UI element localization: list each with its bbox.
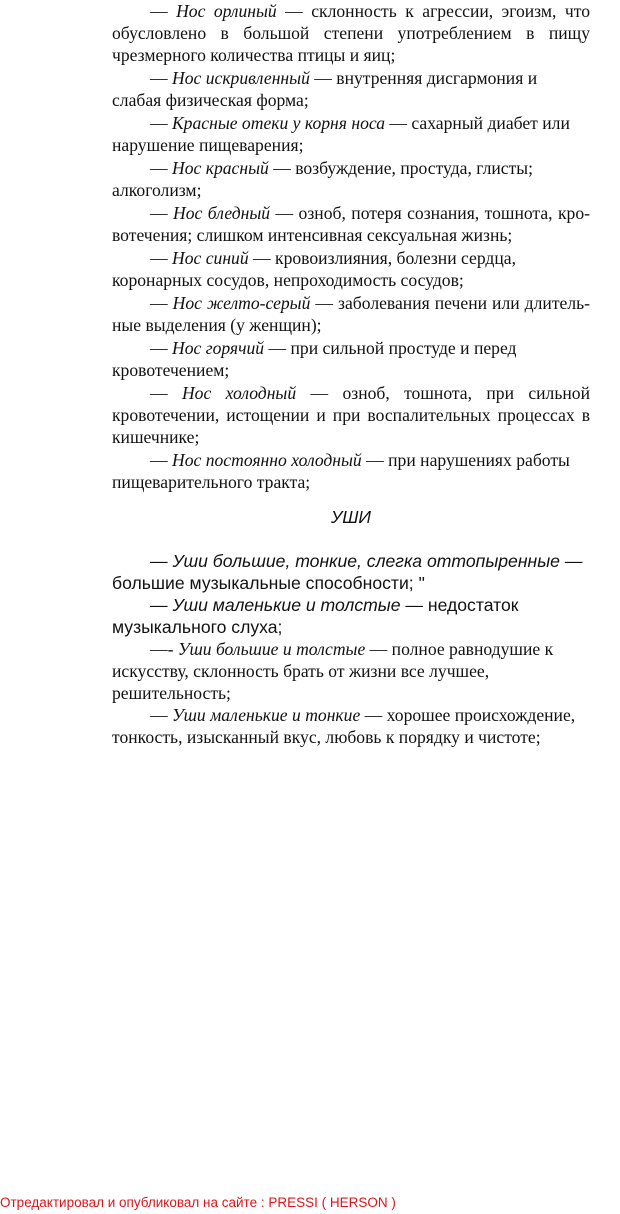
term: Нос искривленный [172, 68, 310, 88]
description: — возбуждение, простуда, глисты; алкоголизм; [112, 158, 534, 200]
dash: — [150, 383, 182, 403]
nose-section [112, 0, 590, 493]
term: Уши маленькие и толстые [172, 595, 401, 615]
description: — озноб, тошнота, при сильной кровотечении, истощении и при воспалительных процессах в кишечнике; [112, 383, 590, 447]
term: Нос постоянно холодный [172, 450, 362, 470]
term: Красные отеки у корня носа [172, 113, 386, 133]
nose-item-cold [112, 382, 590, 448]
ears-item-small-thick [112, 594, 590, 638]
dash: — [150, 203, 174, 223]
term: Уши большие, тонкие, слегка оттопыренные [172, 551, 560, 571]
dash: — [150, 158, 172, 178]
description: — полное равнодушие к искусству, склонность брать от жизни все лучшее, решительность; [112, 639, 554, 703]
nose-item-aquiline [112, 0, 590, 66]
description: — большие музыкальные способности; " [112, 551, 583, 593]
ears-serif-section [112, 638, 590, 748]
dash: — [150, 293, 173, 313]
nose-item-red [112, 157, 590, 201]
nose-item-yellow-gray [112, 292, 590, 336]
description: — озноб, потеря сознания, тошнота, кровотечения; слишком интенсивная сексуальная жизнь; [112, 203, 590, 245]
term: Нос горячий [172, 338, 265, 358]
nose-item-pale [112, 202, 590, 246]
dash: — [150, 595, 173, 615]
ears-item-small-thin [112, 704, 590, 748]
dash: — [150, 248, 172, 268]
term: Уши маленькие и тонкие [172, 705, 361, 725]
description: — хорошее происхождение, тонкость, изысканный вкус, любовь к порядку и чистоте; [112, 705, 576, 747]
description: — внутренняя дисгармония и слабая физическая форма; [112, 68, 538, 110]
dash: — [150, 450, 172, 470]
term: Нос синий [172, 248, 249, 268]
term: Нос желто-серый [172, 293, 311, 313]
dash: — [150, 338, 172, 358]
term: Нос бледный [173, 203, 271, 223]
nose-item-crooked [112, 67, 590, 111]
description: — склонность к агрессии, эгоизм, что обусловлено в большой степени употреблением в пищу чрезмерного количества птицы и яиц; [112, 1, 590, 65]
nose-item-blue [112, 247, 590, 291]
nose-item-always-cold [112, 449, 590, 493]
dash: — [150, 551, 173, 571]
term: Уши большие и толстые [177, 639, 366, 659]
description: — при нарушениях работы пищеварительного тракта; [112, 450, 570, 492]
term: Нос холодный [181, 383, 297, 403]
ears-heading: УШИ [330, 507, 372, 527]
nose-item-hot [112, 337, 590, 381]
ears-sans-section [112, 550, 590, 638]
description: — недостаток музыкального слуха; [112, 595, 519, 637]
description: — заболевания печени или длительные выделения (у женщин); [112, 293, 590, 335]
description: — кровоизлияния, болезни сердца, коронарных сосудов, непроходимость сосудов; [112, 248, 517, 290]
ears-item-large-thin [112, 550, 590, 594]
description: — сахарный диабет или нарушение пищеварения; [112, 113, 570, 155]
dash: — [150, 68, 172, 88]
dash: — [150, 705, 172, 725]
ears-item-large-thick [112, 638, 590, 704]
dash: — [150, 113, 172, 133]
description: — при сильной простуде и перед кровотечением; [112, 338, 517, 380]
term: Нос красный [172, 158, 269, 178]
nose-item-red-swelling [112, 112, 590, 156]
dash: —- [150, 639, 178, 659]
term: Нос орлиный [176, 1, 277, 21]
dash: — [150, 1, 177, 21]
publisher-footer: Отредактировал и опубликовал на сайте : PRESSI ( HERSON ) [0, 1195, 396, 1210]
